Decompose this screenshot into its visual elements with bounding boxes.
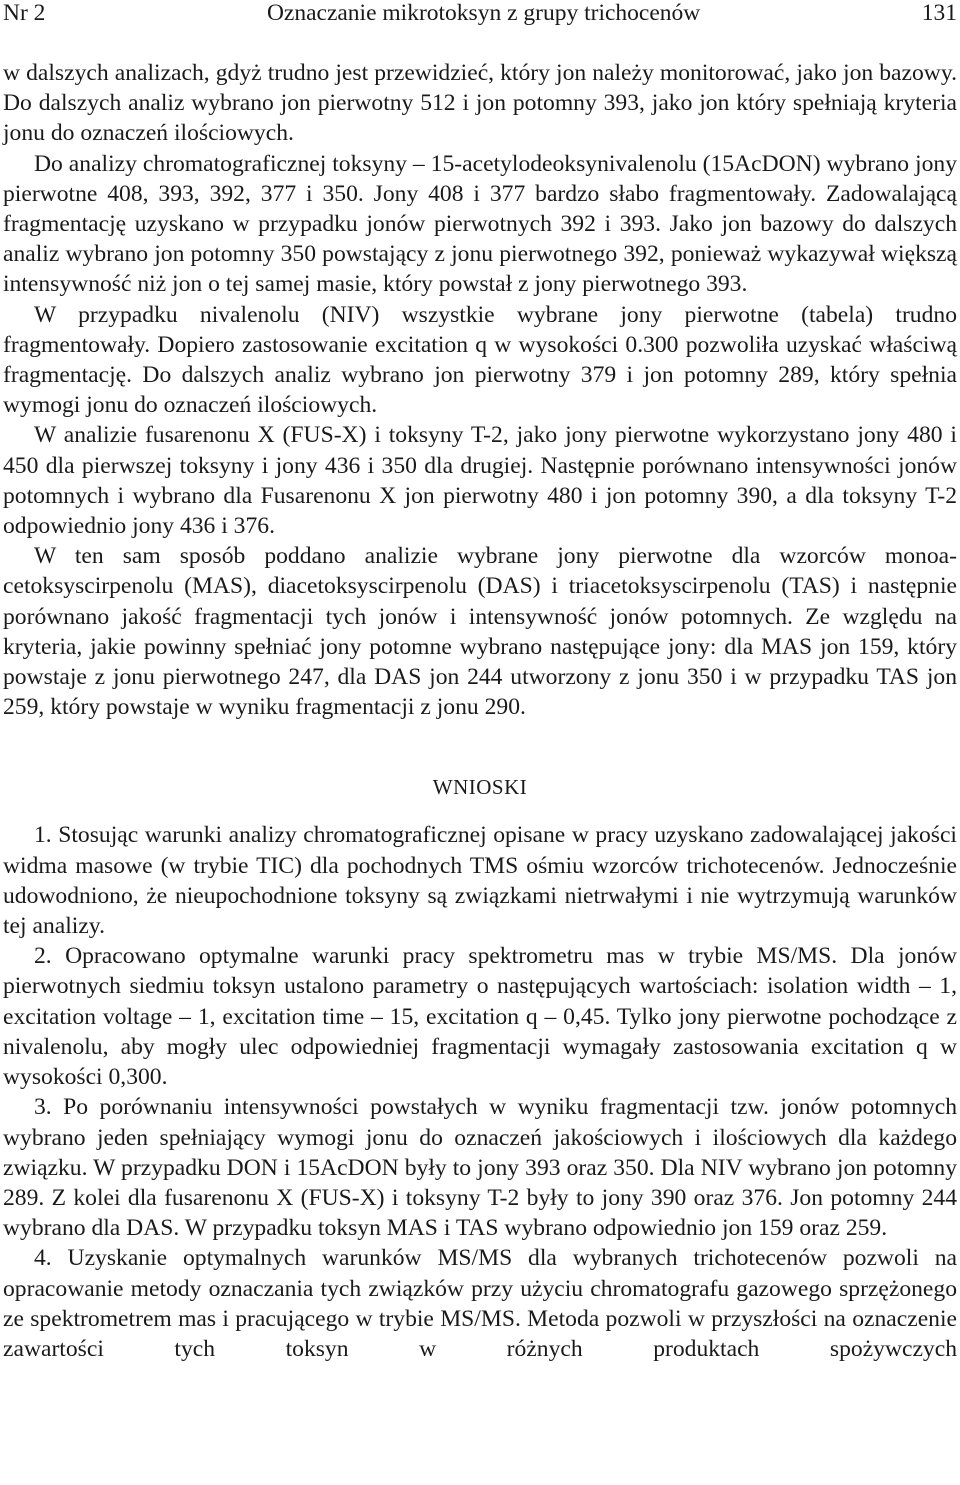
running-header xyxy=(3,0,957,28)
page-number: 131 xyxy=(921,0,957,26)
paragraph: Do analizy chromatograficznej toksyny – 15-acetylodeoksynivalenolu (15AcDON) wybrano jony pierwotne 408, 393, 392, 377 i 350. Jony 408 i 377 bardzo słabo fragmentowały. Zadowalającą fragmentację uzyskano w przypadku jonów pierwotnych 392 i 393. Jako jon bazowy do dalszych analiz wybrano jon potomny 350 powstający z jonu pierwotnego 392, ponieważ wykazywał większą intensywność niż jon o tej samej masie, który powstał z jony pierwotnego 393. xyxy=(3,150,957,298)
issue-number: Nr 2 xyxy=(3,0,46,26)
conclusion-item: 4. Uzyskanie optymalnych warunków MS/MS dla wybranych trichotecenów pozwoli na opracowanie metody oznaczania tych związków przy użyciu chromatografu gazowego sprzężonego ze spektrometrem mas i pracującego w trybie MS/MS. Metoda pozwoli w przyszłości na oznaczenie zawartości tych toksyn w różnych produktach spożywczych xyxy=(3,1245,957,1362)
running-title: Oznaczanie mikrotoksyn z grupy trichocenów xyxy=(266,0,701,26)
paragraph-continued: w dalszych analizach, gdyż trudno jest przewidzieć, który jon należy monitorować, jako jon bazowy. Do dalszych analiz wybrano jon pierwotny 512 i jon potomny 393, jako jon który spełniają kryteria jonu do oznaczeń ilościowych. xyxy=(3,60,957,147)
paragraph: W przypadku nivalenolu (NIV) wszystkie wybrane jony pierwotne (tabela) trudno fragmentowały. Dopiero zastosowanie excitation q w wysokości 0.300 pozwoliła uzyskać właściwą fragmentację. Do dalszych analiz wybrano jon pierwotny 379 i jon potomny 289, który spełnia wymogi jonu do oznaczeń ilościowych. xyxy=(3,301,957,419)
paragraph: W ten sam sposób poddano analizie wybrane jony pierwotne dla wzorców monoacetoksyscirpenolu (MAS), diacetoksyscirpenolu (DAS) i triacetoksyscirpenolu (TAS) i następnie porównano jakość fragmentacji tych jonów i intensywność jonów potomnych. Ze względu na kryteria, jakie powinny spełniać jony potomne wybrano następujące jony: dla MAS jon 159, który powstaje z jonu pierwotnego 247, dla DAS jon 244 utworzony z jonu 350 i w przypadku TAS jon 259, który powstaje w wyniku fragmentacji z jonu 290. xyxy=(3,543,957,721)
body-text xyxy=(3,58,957,1364)
conclusion-item: 3. Po porównaniu intensywności powstałych w wyniku fragmentacji tzw. jonów potomnych wybrano jeden spełniający wymogi jonu do oznaczeń jakościowych i ilościowych dla każdego związku. W przypadku DON i 15AcDON były to jony 393 oraz 350. Dla NIV wybrano jon potomny 289. Z kolei dla fusarenonu X (FUS-X) i toksyny T-2 były to jony 390 oraz 376. Jon potomny 244 wybrano dla DAS. W przypadku toksyn MAS i TAS wybrano odpowiednio jon 159 oraz 259. xyxy=(3,1094,957,1242)
paragraph: W analizie fusarenonu X (FUS-X) i toksyny T-2, jako jony pierwotne wykorzystano jony 480 i 450 dla pierwszej toksyny i jony 436 i 350 dla drugiej. Następnie porównano intensywności jonów potomnych i wybrano dla Fusarenonu X jon pierwotny 480 i jon potomny 390, a dla toksyny T-2 odpowiednio jony 436 i 376. xyxy=(3,422,957,540)
conclusion-item: 1. Stosując warunki analizy chromatograficznej opisane w pracy uzyskano zadowalającej jakości widma masowe (w trybie TIC) dla pochodnych TMS ośmiu wzorców trichotecenów. Jednocześnie udowodniono, że nieupochodnione toksyny są związkami nietrwałymi i nie wytrzymują warunków tej analizy. xyxy=(3,822,957,940)
conclusion-item: 2. Opracowano optymalne warunki pracy spektrometru mas w trybie MS/MS. Dla jonów pierwotnych siedmiu toksyn ustalono parametry o następujących wartościach: isolation width – 1, excitation voltage – 1, excitation time – 15, excitation q – 0,45. Tylko jony pierwotne pochodzące z nivalenolu, aby mogły ulec odpowiedniej fragmentacji wymagały zastosowania excitation q w wysokości 0,300. xyxy=(3,943,957,1091)
section-heading-conclusions: WNIOSKI xyxy=(432,775,528,800)
